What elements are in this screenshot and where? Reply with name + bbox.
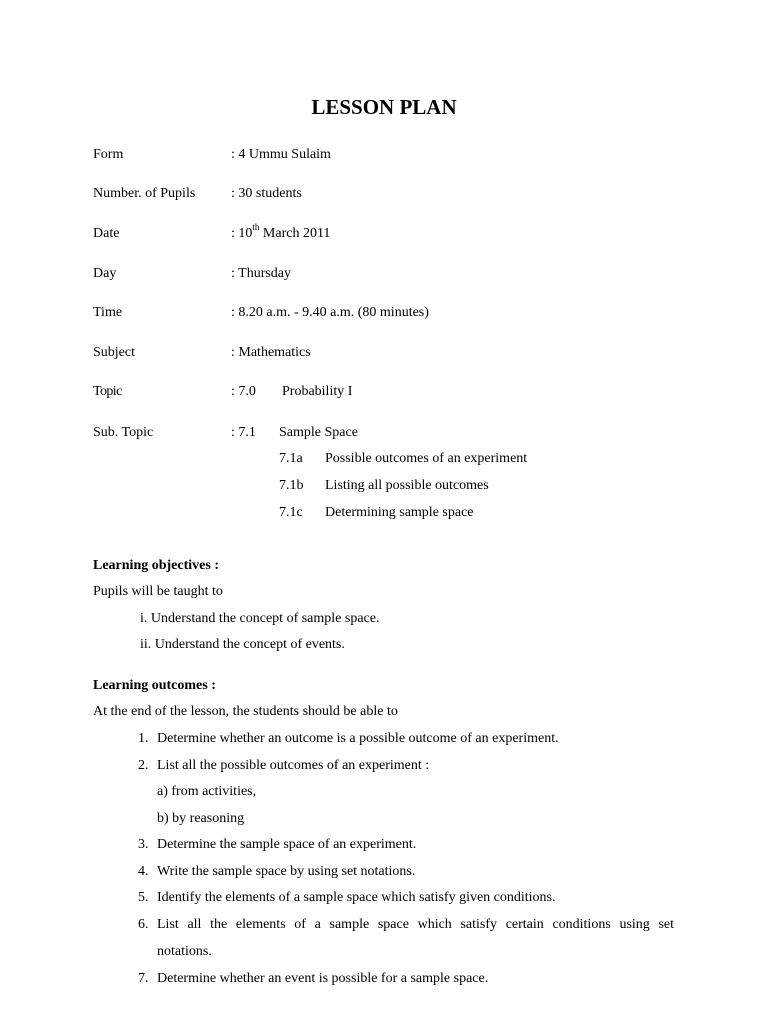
objectives-heading: Learning objectives : bbox=[93, 558, 219, 573]
subtopic-label: Sub. Topic bbox=[93, 425, 154, 440]
time-value: : 8.20 a.m. - 9.40 a.m. (80 minutes) bbox=[231, 305, 429, 320]
subtopic-item-code: 7.1c bbox=[279, 505, 303, 520]
outcomes-heading: Learning outcomes : bbox=[93, 678, 216, 693]
outcome-text: Determine the sample space of an experiment. bbox=[157, 837, 417, 852]
outcome-text-continuation: notations. bbox=[157, 944, 212, 959]
outcome-number: 5. bbox=[138, 890, 149, 905]
day-value: : Thursday bbox=[231, 266, 292, 281]
subtopic-item-text: Possible outcomes of an experiment bbox=[325, 451, 528, 466]
date-value-ordinal: th bbox=[252, 222, 260, 233]
outcome-number: 6. bbox=[138, 917, 149, 932]
page-title: LESSON PLAN bbox=[311, 95, 457, 119]
time-label: Time bbox=[93, 305, 123, 320]
date-value-suffix: March 2011 bbox=[259, 226, 331, 241]
form-value: : 4 Ummu Sulaim bbox=[231, 147, 331, 162]
subtopic-item-code: 7.1a bbox=[279, 451, 303, 466]
date-label: Date bbox=[93, 226, 120, 241]
topic-label: Topic bbox=[93, 384, 122, 399]
objectives-intro: Pupils will be taught to bbox=[93, 584, 223, 599]
outcome-number: 3. bbox=[138, 837, 149, 852]
objective-item: i. Understand the concept of sample space. bbox=[140, 611, 380, 626]
outcome-text: Write the sample space by using set notations. bbox=[157, 864, 416, 879]
outcome-subitem: a) from activities, bbox=[157, 784, 257, 799]
outcomes-intro: At the end of the lesson, the students should be able to bbox=[93, 704, 398, 719]
subject-label: Subject bbox=[93, 345, 135, 360]
outcome-text: Identify the elements of a sample space which satisfy given conditions. bbox=[157, 890, 556, 905]
form-label: Form bbox=[93, 147, 124, 162]
outcome-number: 1. bbox=[138, 731, 149, 746]
outcome-number: 7. bbox=[138, 971, 149, 986]
date-value bbox=[231, 222, 331, 243]
outcome-number: 2. bbox=[138, 758, 149, 773]
subtopic-item-code: 7.1b bbox=[279, 478, 304, 493]
subject-value: : Mathematics bbox=[231, 345, 311, 360]
pupils-value: : 30 students bbox=[231, 186, 302, 201]
outcome-subitem: b) by reasoning bbox=[157, 811, 245, 826]
objective-item: ii. Understand the concept of events. bbox=[140, 637, 345, 652]
subtopic-number: : 7.1 bbox=[231, 425, 256, 440]
topic-text: Probability I bbox=[282, 384, 353, 399]
outcome-text: Determine whether an event is possible for a sample space. bbox=[157, 971, 489, 986]
outcome-text: List all the elements of a sample space which satisfy certain conditions using set bbox=[157, 917, 674, 932]
topic-number: : 7.0 bbox=[231, 384, 256, 399]
outcome-number: 4. bbox=[138, 864, 149, 879]
date-value-prefix: : 10 bbox=[231, 226, 253, 241]
pupils-label: Number. of Pupils bbox=[93, 186, 196, 201]
subtopic-text: Sample Space bbox=[279, 425, 358, 440]
subtopic-item-text: Listing all possible outcomes bbox=[325, 478, 489, 493]
subtopic-item-text: Determining sample space bbox=[325, 505, 474, 520]
outcome-text: List all the possible outcomes of an experiment : bbox=[157, 758, 430, 773]
day-label: Day bbox=[93, 266, 117, 281]
outcome-text: Determine whether an outcome is a possible outcome of an experiment. bbox=[157, 731, 559, 746]
